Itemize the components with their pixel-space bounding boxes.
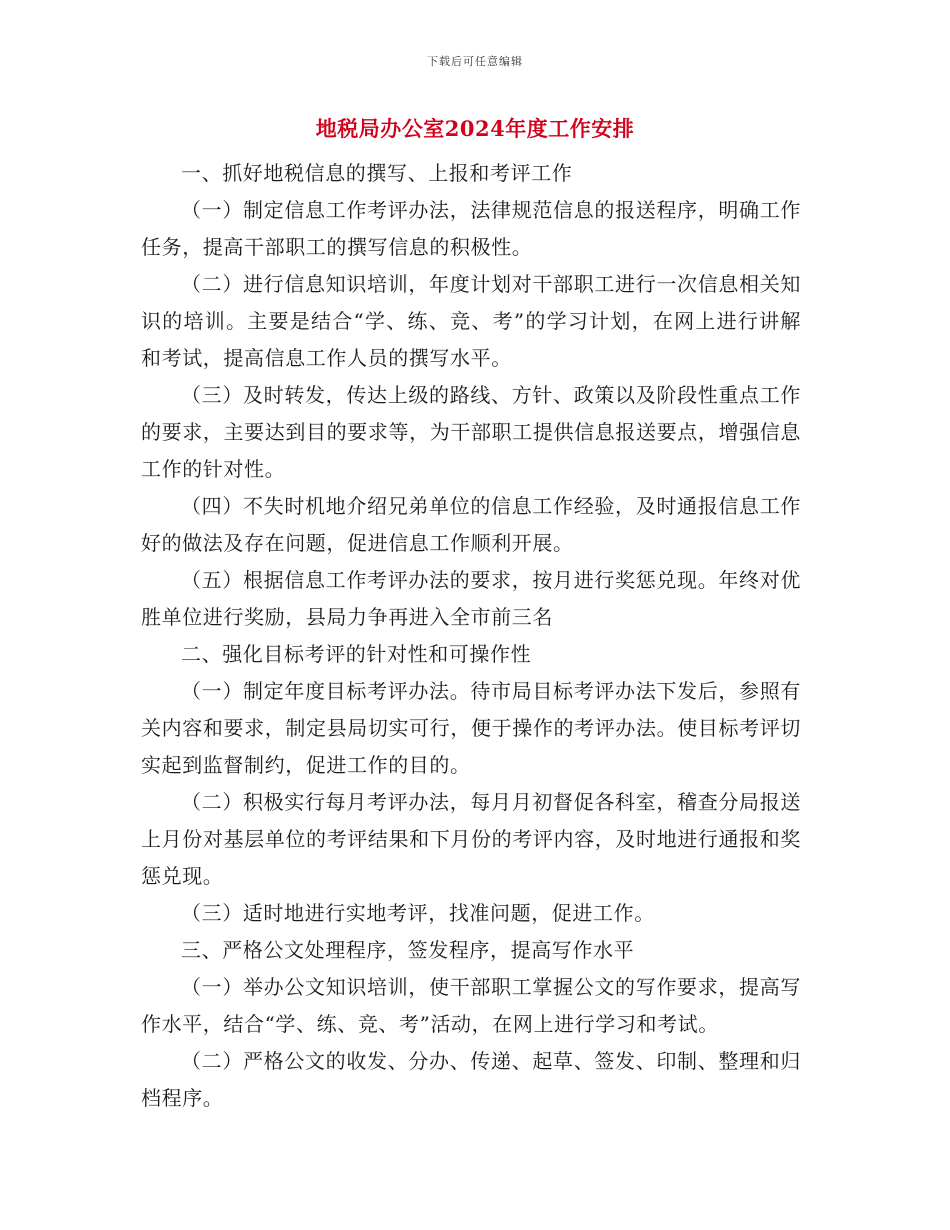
- paragraph-1-4: （四）不失时机地介绍兄弟单位的信息工作经验，及时通报信息工作好的做法及存在问题，促进信息工作顺利开展。: [141, 494, 801, 555]
- paragraph-2-3: （三）适时地进行实地考评，找准问题，促进工作。: [181, 901, 655, 925]
- paragraph-3-2: （二）严格公文的收发、分办、传递、起草、签发、印制、整理和归档程序。: [141, 1049, 801, 1110]
- paragraph-2-1: （一）制定年度目标考评办法。待市局目标考评办法下发后，参照有关内容和要求，制定县局切实可行，便于操作的考评办法。使目标考评切实起到监督制约，促进工作的目的。: [141, 679, 801, 777]
- paragraph-1-1: （一）制定信息工作考评办法，法律规范信息的报送程序，明确工作任务，提高干部职工的撰写信息的积极性。: [141, 198, 801, 259]
- page-header-note: 下载后可任意编辑: [427, 55, 523, 68]
- section-heading-2: 二、强化目标考评的针对性和可操作性: [181, 642, 532, 666]
- paragraph-3-1: （一）举办公文知识培训，使干部职工掌握公文的写作要求，提高写作水平，结合“学、练、竞、考”活动，在网上进行学习和考试。: [141, 975, 801, 1036]
- section-heading-3: 三、严格公文处理程序，签发程序，提高写作水平: [181, 938, 635, 962]
- paragraph-1-3: （三）及时转发，传达上级的路线、方针、政策以及阶段性重点工作的要求，主要达到目的要求等，为干部职工提供信息报送要点，增强信息工作的针对性。: [141, 383, 801, 481]
- paragraph-2-2: （二）积极实行每月考评办法，每月月初督促各科室，稽查分局报送上月份对基层单位的考评结果和下月份的考评内容，及时地进行通报和奖惩兑现。: [141, 790, 801, 888]
- paragraph-1-2: （二）进行信息知识培训，年度计划对干部职工进行一次信息相关知识的培训。主要是结合“学、练、竞、考”的学习计划，在网上进行讲解和考试，提高信息工作人员的撰写水平。: [141, 272, 801, 370]
- document-body: [141, 155, 801, 1117]
- paragraph-1-5: （五）根据信息工作考评办法的要求，按月进行奖惩兑现。年终对优胜单位进行奖励，县局力争再进入全市前三名: [141, 568, 801, 629]
- document-title: 地税局办公室2024年度工作安排: [315, 116, 635, 141]
- section-heading-1: 一、抓好地税信息的撰写、上报和考评工作: [181, 161, 573, 185]
